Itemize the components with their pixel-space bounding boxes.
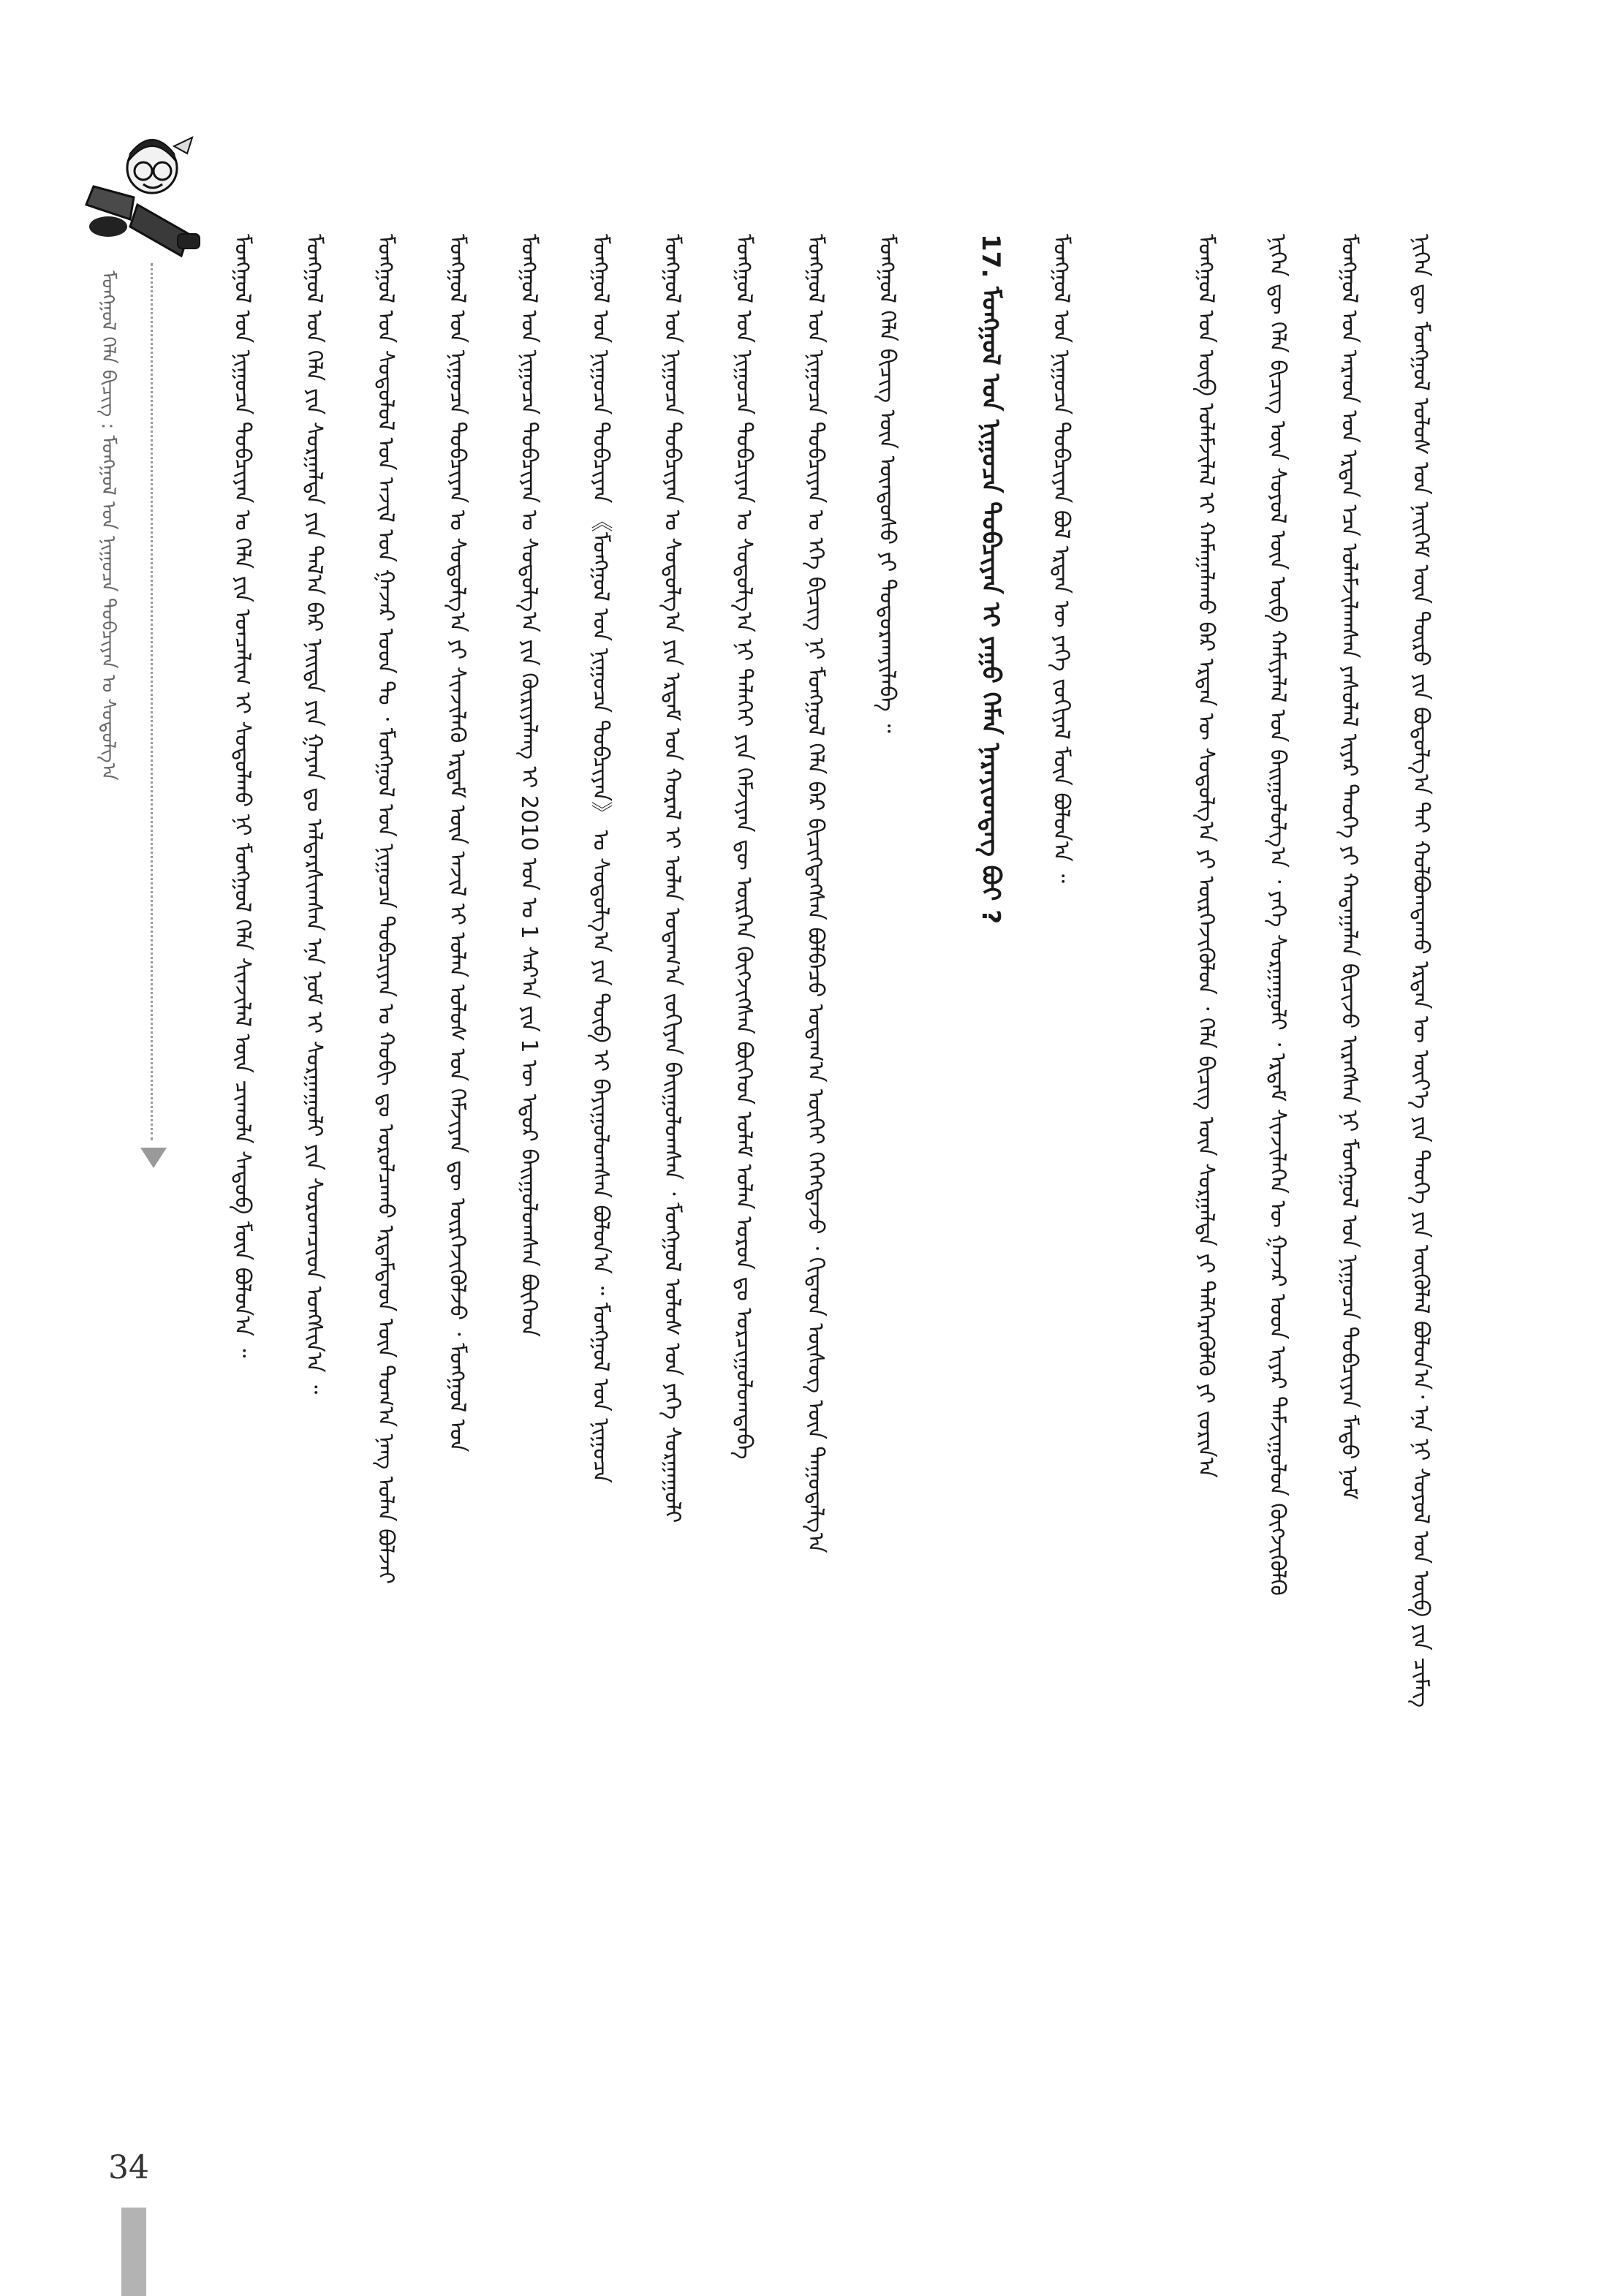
text-column: ᠮᠣᠩᠭᠣᠯ ᠤᠨ ᠨᠢᠭᠤᠴᠠ ᠲᠣᠪᠴᠢᠶᠠᠨ ᠤ ᠰᠤᠳᠤᠯᠭ᠎ᠠ ᠶᠢᠨ ᠬᠦᠷᠢᠶᠡᠯᠡᠩ ᠢ 2010 ᠣᠨ ᠤ 1 ᠰᠠᠷ᠎ᠠ ᠶᠢᠨ 1 ᠦ ᠡᠳᠦᠷ ᠪᠠᠢᠭᠤᠯᠤᠭᠰᠠᠨ ᠪᠥᠭᠡᠳ [516,234,542,1337]
text-column: ᠮᠣᠩᠭᠣᠯ ᠤᠨ ᠨᠢᠭᠤᠴᠠ ᠲᠣᠪᠴᠢᠶᠠᠨ ᠤ ᠬᠡᠯᠡ ᠶᠢᠨ ᠣᠨᠴᠠᠯᠢᠭ ᠢ ᠰᠤᠳᠤᠯᠬᠤ ᠨᠢ ᠮᠣᠩᠭᠣᠯ ᠬᠡᠯᠡ ᠰᠢᠨᠵᠢᠯᠡᠯ ᠦᠨ ᠴᠢᠬᠤᠯᠠ ᠰᠡᠳᠦᠪ ᠮᠥᠨ ᠪᠣᠯᠤᠨ᠎ᠠ ᠃ [230,234,255,1358]
dotted-divider [151,263,153,1140]
running-head: ᠮᠣᠩᠭᠣᠯ ᠬᠡᠯᠡ ᠪᠢᠴᠢᠭ : ᠮᠣᠩᠭᠣᠯ ᠤᠨ ᠨᠢᠭᠤᠴᠠ ᠲᠣᠪᠴᠢᠶᠠᠨ ᠤ ᠰᠤᠳᠤᠯᠭ᠎ᠠ [97,270,119,781]
text-column: ᠮᠣᠩᠭᠣᠯ ᠤᠨ ᠠᠷᠠᠳ ᠤᠨ ᠡᠷᠲᠡᠨ ᠡᠴᠡ ᠤᠯᠠᠮᠵᠢᠯᠠᠭᠰᠠᠨ ᠶᠠᠰᠤᠯᠠᠯ ᠢᠶᠠᠷ ᠲᠡᠦᠬᠡ ᠶᠢ ᠬᠠᠳᠠᠭᠠᠯᠠᠨ ᠪᠢᠴᠢᠵᠦ ᠢᠷᠡᠭᠰᠡᠨ ᠨᠢ ᠮᠣᠩᠭᠣᠯ ᠤᠨ ᠨᠢᠭᠤᠴᠠ ᠲᠣᠪᠴᠢᠶᠠᠨ ᠮᠡᠲᠦ ᠨᠣᠮ [1336,234,1362,1500]
text-column: ᠨᠢᠭᠡᠨ ᠳᠦ ᠬᠡᠯᠡ ᠪᠢᠴᠢᠭ ᠦᠨ ᠰᠣᠶᠣᠯ ᠦᠨ ᠥᠪ ᠬᠠᠮᠢᠶᠠᠯᠠᠯ ᠤᠨ ᠪᠠᠢᠭᠤᠯᠤᠯᠭ᠎ᠠ ᠂ ᠶᠡᠬᠡ ᠰᠤᠷᠭᠠᠭᠤᠯᠢ ᠂ ᠡᠷᠳᠡᠮ ᠰᠢᠨᠵᠢᠯᠡᠭᠡᠨ ᠦ ᠭᠠᠵᠠᠷ ᠤᠳ ᠢᠶᠠᠷ ᠳᠠᠮᠵᠢᠭᠤᠯᠤᠨ ᠬᠥᠭᠵᠢᠭᠦᠯᠬᠦ [1265,234,1290,1596]
text-column: ᠮᠣᠩᠭᠣᠯ ᠤᠨ ᠰᠤᠳᠤᠯᠤᠯ ᠤᠨ ᠠᠵᠢᠯ ᠤᠨ ᠭᠠᠵᠠᠷ ᠤᠳ ᠲᠤ ᠂ ᠮᠣᠩᠭᠣᠯ ᠤᠨ ᠨᠢᠭᠤᠴᠠ ᠲᠣᠪᠴᠢᠶᠠᠨ ᠤ ᠬᠤᠪᠢ ᠳᠤ ᠤᠷᠤᠯᠴᠠᠬᠤ ᠡᠷᠳᠡᠮᠲᠡᠳ ᠦᠨ ᠲᠣᠭ᠎ᠠ ᠨᠡᠩ ᠣᠯᠠᠨ ᠪᠣᠯᠵᠠᠢ [373,234,398,1585]
text-column: ᠮᠣᠩᠭᠣᠯ ᠤᠨ ᠨᠢᠭᠤᠴᠠ ᠲᠣᠪᠴᠢᠶᠠᠨ ᠤ ᠰᠤᠳᠤᠯᠭ᠎ᠠ ᠶᠢ ᠰᠢᠨᠵᠢᠯᠡᠬᠦ ᠡᠷᠳᠡᠮ ᠦᠨ ᠠᠵᠢᠯ ᠢ ᠣᠯᠠᠨ ᠤᠯᠤᠰ ᠤᠨ ᠬᠡᠮᠵᠢᠶᠡᠨ ᠳᠦ ᠥᠷᠭᠡᠵᠢᠭᠦᠯᠵᠦ ᠂ ᠮᠣᠩᠭᠣᠯ ᠤᠨ [444,234,470,1452]
text-column: ᠮᠣᠩᠭᠣᠯ ᠤᠨ ᠨᠢᠭᠤᠴᠠ ᠲᠣᠪᠴᠢᠶᠠᠨ 《ᠮᠣᠩᠭᠣᠯ ᠤᠨ ᠨᠢᠭᠤᠴᠠ ᠲᠣᠪᠴᠢᠶᠠᠨ》 ᠤ ᠰᠤᠳᠤᠯᠭ᠎ᠠ ᠶᠢᠨ ᠲᠥᠪ ᠢ ᠪᠠᠶᠢᠭᠤᠯᠤᠭᠰᠠᠨ ᠪᠣᠯᠤᠨ᠎ᠠ ᠃ ᠮᠣᠩᠭᠣᠯ ᠤᠨ ᠨᠢᠭᠤᠴᠠ [588,234,613,1483]
page-number: 34 [108,2149,149,2186]
triangle-icon [140,1148,167,1168]
text-column: ᠮᠣᠩᠭᠣᠯ ᠤᠨ ᠬᠡᠯᠡ ᠶᠢᠨ ᠰᠤᠷᠭᠠᠯᠲᠠ ᠶᠢᠨ ᠲᠠᠯ᠎ᠠ ᠪᠠᠷ ᠨᠡᠢᠲᠡ ᠶᠢᠨ ᠭᠠᠶᠠᠨ ᠳᠤ ᠠᠯᠳᠠᠷᠰᠢᠭᠰᠠᠨ ᠡᠨᠡ ᠨᠣᠮ ᠢ ᠰᠤᠷᠭᠠᠭᠤᠯᠢ ᠶᠢᠨ ᠰᠤᠷᠤᠭᠴᠢᠳ ᠤᠩᠰᠢᠨ᠎ᠠ ᠃ [301,234,327,1395]
text-column: ᠮᠣᠩᠭᠣᠯ ᠬᠡᠯᠡ ᠪᠢᠴᠢᠭ ᠦᠨ ᠦᠨᠳᠦᠰᠦ ᠶᠢ ᠲᠣᠳᠣᠷᠬᠠᠶᠢᠯᠠᠪᠠ ᠃ [874,234,900,733]
mascot-illustration [64,124,225,270]
page-edge-bar [121,2208,146,2296]
text-column: ᠮᠣᠩᠭᠣᠯ ᠤᠨ ᠥᠪ ᠤᠯᠠᠮᠵᠢᠯᠠᠯ ᠢ ᠬᠠᠮᠠᠭᠠᠯᠠᠬᠤ ᠪᠠᠷ ᠡᠷᠲᠡᠨ ᠦ ᠰᠤᠳᠤᠯᠭ᠎ᠠ ᠶᠢ ᠥᠷᠭᠡᠵᠢᠭᠦᠯᠦᠨ ᠂ ᠬᠡᠯᠡ ᠪᠢᠴᠢᠭ ᠦᠨ ᠰᠤᠷᠭᠠᠯᠲᠠ ᠶᠢ ᠳᠡᠯᠭᠡᠷᠡᠭᠦᠯᠬᠦ ᠶᠢ ᠵᠣᠷᠢᠨ᠎ᠠ [1193,234,1219,1478]
text-column: ᠮᠣᠩᠭᠣᠯ ᠤᠨ ᠨᠢᠭᠤᠴᠠ ᠲᠣᠪᠴᠢᠶᠠᠨ ᠤ ᠰᠤᠳᠤᠯᠭ᠎ᠠ ᠶᠢᠨ ᠡᠷᠳᠡᠮ ᠤᠨ ᠬᠤᠷᠠᠯ ᠢ ᠣᠯᠠᠨ ᠤᠳᠠᠭ᠎ᠠ ᠵᠣᠬᠢᠶᠠᠨ ᠪᠠᠢᠭᠤᠯᠤᠭᠰᠠᠨ ᠂ ᠮᠣᠩᠭᠣᠯ ᠤᠯᠤᠰ ᠤᠨ ᠶᠡᠬᠡ ᠰᠤᠷᠭᠠᠭᠤᠯᠢ [659,234,685,1523]
text-column: ᠮᠣᠩᠭᠣᠯ ᠤᠨ ᠨᠢᠭᠤᠴᠠ ᠲᠣᠪᠴᠢᠶᠠᠨ ᠤ ᠡᠬᠡ ᠪᠢᠴᠢᠭ ᠨᠢ ᠮᠣᠩᠭᠣᠯ ᠬᠡᠯᠡ ᠪᠡᠷ ᠪᠢᠴᠢᠭᠳᠡᠭᠰᠡᠨ ᠪᠣᠯᠪᠠᠴᠤ ᠤᠳᠠᠭ᠎ᠠ ᠦᠭᠡᠢ ᠭᠡᠭᠡᠭᠳᠡᠵᠦ ᠂ ᠬᠢᠲᠠᠳ ᠦᠰᠦᠭ ᠦᠨ ᠳᠠᠭᠤᠳᠠᠯᠭ᠎ᠠ [803,234,828,1553]
text-column: ᠮᠣᠩᠭᠣᠯ ᠤᠨ ᠨᠢᠭᠤᠴᠠ ᠲᠣᠪᠴᠢᠶᠠᠨ ᠪᠣᠯ ᠡᠷᠲᠡᠨ ᠦ ᠶᠡᠬᠡ ᠵᠣᠬᠢᠶᠠᠯ ᠮᠥᠨ ᠪᠣᠯᠤᠨ᠎ᠠ ᠃ [1048,234,1074,884]
section-heading: 17. ᠮᠣᠩᠭᠣᠯ ᠤᠨ ᠨᠢᠭᠤᠴᠠ ᠲᠣᠪᠴᠢᠶᠠᠨ ᠢ ᠶᠠᠭᠤ ᠬᠡᠮᠡᠨ ᠨᠡᠷᠡᠶᠢᠳᠳᠡᠭ ᠪᠣᠢ ? [976,234,1005,924]
text-column: ᠨᠢᠭᠡᠨ ᠳᠦ ᠮᠣᠩᠭᠣᠯ ᠤᠯᠤᠰ ᠤᠨ ᠨᠡᠢᠭᠡᠮ ᠦᠨ ᠲᠥᠷᠥ ᠶᠢᠨ ᠪᠣᠳᠣᠯᠭ᠎ᠠ ᠲᠠᠢ ᠬᠣᠯᠪᠣᠭᠳᠠᠬᠤ ᠡᠷᠲᠡᠨ ᠦ ᠦᠶ᠎ᠡ ᠶᠢᠨ ᠲᠡᠦᠬᠡ ᠶᠢᠨ ᠦᠭᠦᠯᠡᠯ ᠪᠣᠯᠤᠨ᠎ᠠ᠂ ᠡᠨᠡ ᠨᠢ ᠰᠣᠶᠣᠯ ᠤᠨ ᠥᠪ ᠶᠢᠨ ᠴᠢᠮᠡᠭ [1408,234,1434,1708]
text-column: ᠮᠣᠩᠭᠣᠯ ᠤᠨ ᠨᠢᠭᠤᠴᠠ ᠲᠣᠪᠴᠢᠶᠠᠨ ᠤ ᠰᠤᠳᠤᠯᠭ᠎ᠠ ᠨᠢ ᠳᠡᠯᠡᠬᠡᠢ ᠶᠢᠨ ᠬᠡᠮᠵᠢᠶᠡᠨ ᠳᠦ ᠥᠷᠭᠡᠨ ᠬᠥᠭᠵᠢᠭᠰᠡᠨ ᠪᠥᠭᠡᠳ ᠤᠯᠠᠮ ᠣᠯᠠᠨ ᠣᠷᠣᠨ ᠳᠤ ᠣᠷᠴᠢᠭᠤᠯᠤᠭᠳᠠᠪᠠ [731,234,757,1460]
